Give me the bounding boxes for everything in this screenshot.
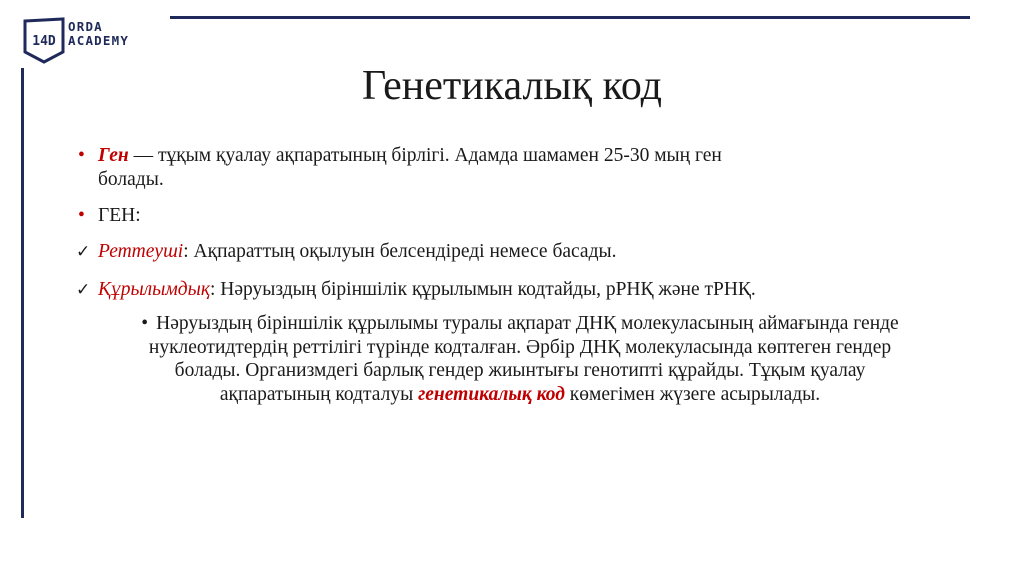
bullet-icon: • (141, 313, 149, 334)
brand-name-line1: ORDA (68, 19, 103, 34)
regulatory-term: Реттеуші (98, 241, 184, 262)
checkmark-icon: ✓ (76, 280, 91, 300)
regulatory-definition: : Ақпараттың оқылуын белсендіреді немесе басады. (183, 241, 617, 262)
page-title: Генетикалық код (362, 63, 662, 109)
list-item-gene (76, 144, 956, 192)
left-divider-line (21, 68, 24, 518)
paragraph-main-text: Нәруыздың біріншілік құрылымы туралы ақпарат ДНҚ молекуласының аймағында генде нуклеотидтердің реттілігі түрінде кодталған. Әрбір ДНҚ молекуласында көптеген гендер болады. Организмдегі барлық гендер жиынтығы генотипті құрайды. Тұқым қуалау ақпаратының кодталуы (148, 313, 899, 405)
brand-name-line2: ACADEMY (68, 33, 130, 48)
structural-term: Құрылымдық (98, 279, 211, 300)
list-item-gen-heading (76, 204, 956, 228)
list-item-regulatory (76, 240, 956, 264)
content-list (76, 144, 956, 316)
gene-term: Ген (98, 145, 129, 166)
gen-heading: ГЕН: (98, 205, 141, 226)
top-divider-line (170, 16, 970, 19)
brand-name (68, 20, 129, 48)
list-item-structural (76, 278, 956, 302)
description-paragraph (120, 312, 920, 406)
paragraph-end-text: көмегімен жүзеге асырылады. (564, 383, 821, 405)
checkmark-icon: ✓ (76, 242, 91, 262)
bullet-icon: • (78, 205, 85, 226)
genetic-code-highlight: генетикалық код (418, 383, 565, 405)
bullet-icon: • (78, 145, 85, 166)
structural-definition: : Нәруыздың біріншілік құрылымын кодтайды, рРНҚ және тРНҚ. (210, 279, 756, 300)
logo-emblem-text: 14D (32, 34, 56, 49)
orda-academy-logo-icon (22, 16, 66, 64)
gene-definition-cont: болады. (98, 169, 164, 190)
gene-definition: — тұқым қуалау ақпаратының бірлігі. Адамда шамамен 25-30 мың ген (128, 145, 722, 166)
